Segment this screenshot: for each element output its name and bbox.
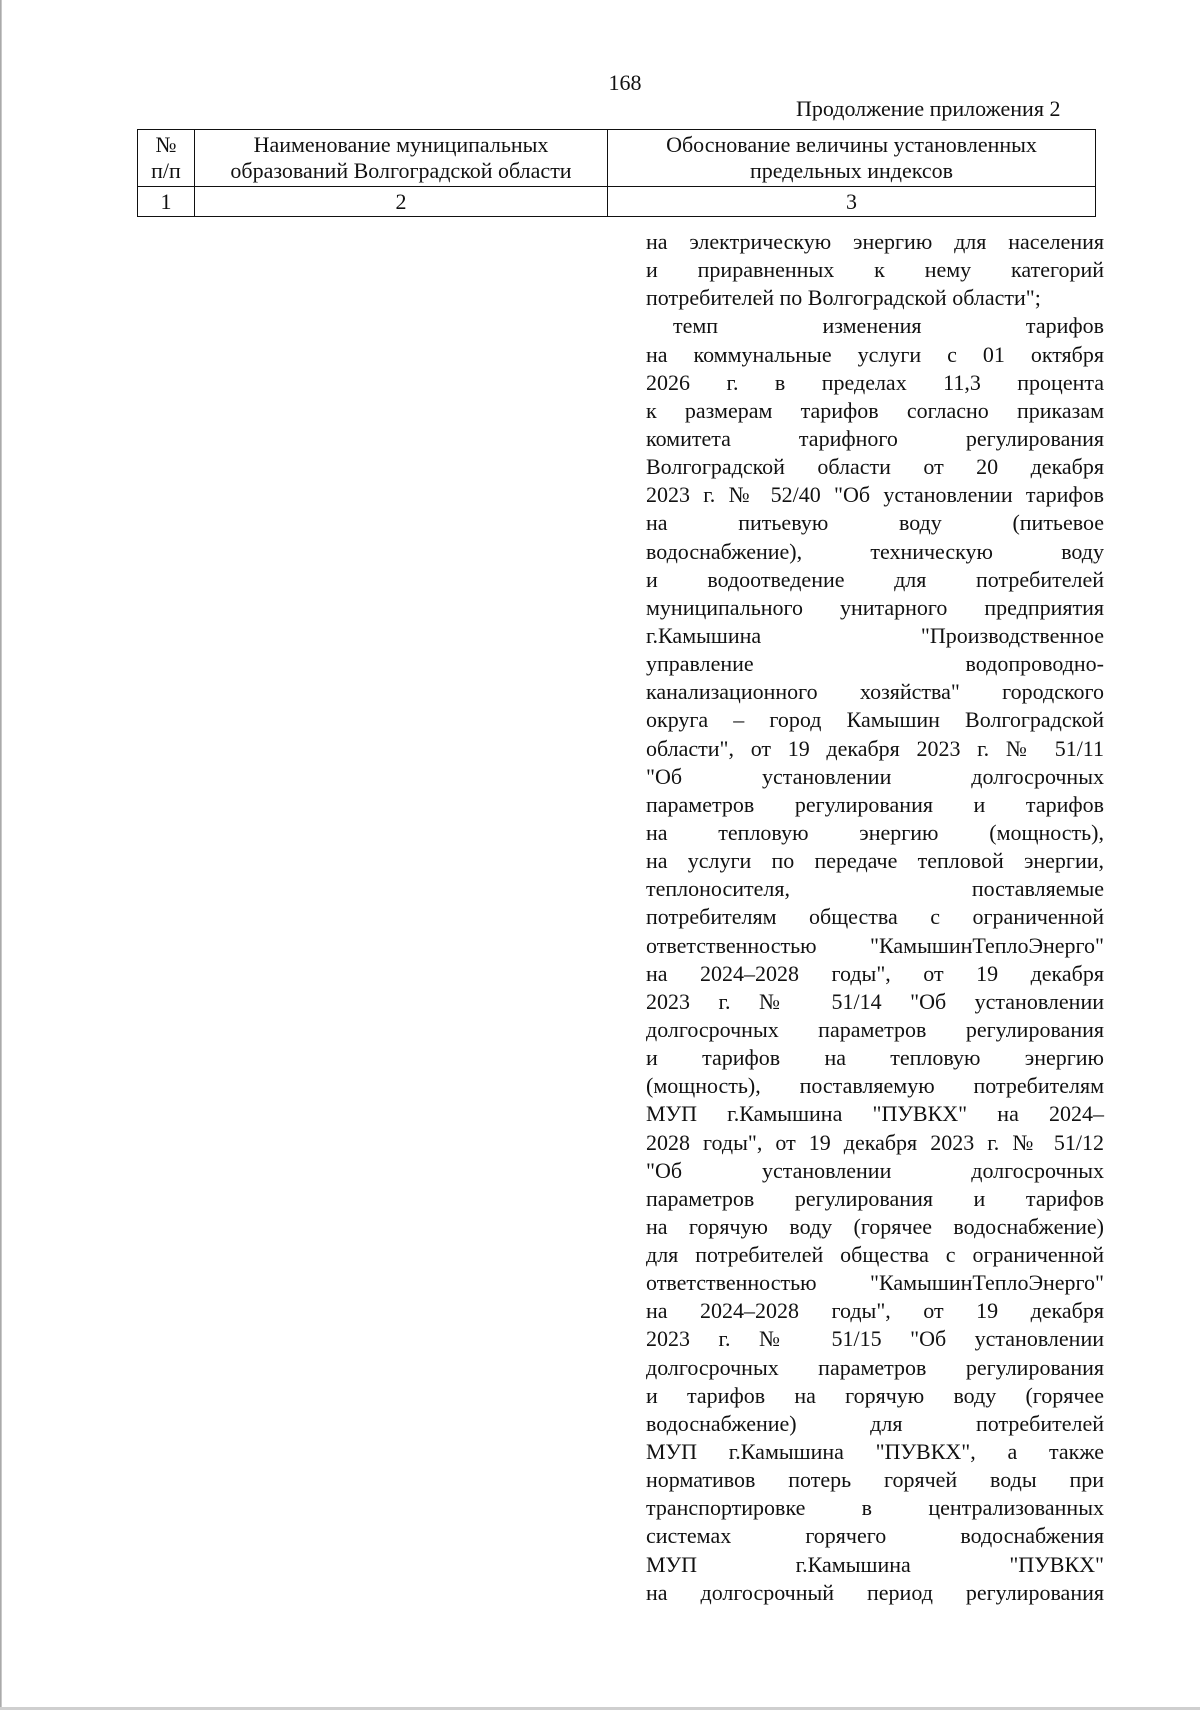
header-col-municipality-line: образований Волгоградской области — [230, 158, 572, 183]
header-col-municipality-line: Наименование муниципальных — [253, 132, 549, 157]
text-line: области", от 19 декабря 2023 г. № 51/11 — [646, 735, 1104, 761]
column-number-row — [138, 187, 1096, 217]
header-col-justification-line: предельных индексов — [749, 158, 954, 183]
text-line: на горячую воду (горячее водоснабжение) — [646, 1213, 1104, 1239]
text-line: 2023 г. № 51/14 "Об установлении — [646, 988, 1104, 1014]
text-line: 2028 годы", от 19 декабря 2023 г. № 51/12 — [646, 1129, 1104, 1155]
text-line: долгосрочных параметров регулирования — [646, 1016, 1104, 1042]
text-line: Волгоградской области от 20 декабря — [646, 454, 1104, 480]
text-line: МУП г.Камышина "ПУВКХ" на 2024– — [646, 1101, 1104, 1127]
text-line: 2026 г. в пределах 11,3 процента — [646, 369, 1104, 395]
text-line: водоснабжение) для потребителей — [646, 1410, 1104, 1436]
text-line: "Об установлении долгосрочных — [646, 1157, 1104, 1183]
header-row — [138, 130, 1096, 187]
text-line: параметров регулирования и тарифов — [646, 1185, 1104, 1211]
column-number-2: 2 — [195, 187, 608, 217]
header-col-justification-line: Обоснование величины установленных — [666, 132, 1037, 157]
header-col-number-line: п/п — [151, 158, 181, 183]
text-line: округа – город Камышин Волгоградской — [646, 707, 1104, 733]
page-number: 168 — [608, 70, 642, 95]
text-line: параметров регулирования и тарифов — [646, 791, 1104, 817]
text-line: транспортировке в централизованных — [646, 1495, 1104, 1521]
justification-text — [646, 228, 1104, 1607]
text-line: г.Камышина "Производственное — [646, 622, 1104, 648]
text-line: ответственностью "КамышинТеплоЭнерго" — [646, 932, 1104, 958]
text-line: долгосрочных параметров регулирования — [646, 1354, 1104, 1380]
text-line: для потребителей общества с ограниченной — [646, 1242, 1104, 1268]
text-line: на коммунальные услуги с 01 октября — [646, 341, 1104, 367]
text-line: на услуги по передаче тепловой энергии, — [646, 848, 1104, 874]
text-line: к размерам тарифов согласно приказам — [646, 397, 1104, 423]
text-line: на 2024–2028 годы", от 19 декабря — [646, 1298, 1104, 1324]
text-line: на тепловую энергию (мощность), — [646, 819, 1104, 845]
text-line: 2023 г. № 52/40 "Об установлении тарифов — [646, 482, 1104, 508]
text-line: системах горячего водоснабжения — [646, 1523, 1104, 1549]
text-line: потребителям общества с ограниченной — [646, 904, 1104, 930]
text-line: МУП г.Камышина "ПУВКХ", а также — [646, 1439, 1104, 1465]
text-line: на долгосрочный период регулирования — [646, 1579, 1104, 1605]
text-line: канализационного хозяйства" городского — [646, 679, 1104, 705]
header-col-municipality — [195, 130, 608, 187]
table-header — [137, 129, 1096, 217]
text-line: "Об установлении долгосрочных — [646, 763, 1104, 789]
appendix-note: Продолжение приложения 2 — [796, 96, 1061, 121]
text-line: темп изменения тарифов — [673, 313, 1104, 339]
text-line: нормативов потерь горячей воды при — [646, 1467, 1104, 1493]
text-line: водоснабжение), техническую воду — [646, 538, 1104, 564]
text-line: потребителей по Волгоградской области"; — [646, 285, 1041, 311]
text-line: на электрическую энергию для населения — [646, 229, 1104, 254]
text-line: и тарифов на тепловую энергию — [646, 1045, 1104, 1071]
column-number-3: 3 — [608, 187, 1096, 217]
text-line: и водоотведение для потребителей — [646, 566, 1104, 592]
scan-left-edge — [0, 0, 2, 1710]
text-line: и приравненных к нему категорий — [646, 257, 1104, 283]
header-col-number-line: № — [155, 132, 177, 157]
text-line: на 2024–2028 годы", от 19 декабря — [646, 960, 1104, 986]
header-col-number — [138, 130, 195, 187]
text-line: комитета тарифного регулирования — [646, 425, 1104, 451]
text-line: ответственностью "КамышинТеплоЭнерго" — [646, 1270, 1104, 1296]
text-line: на питьевую воду (питьевое — [646, 510, 1104, 536]
text-line: муниципального унитарного предприятия — [646, 594, 1104, 620]
text-line: МУП г.Камышина "ПУВКХ" — [646, 1551, 1104, 1577]
column-number-1: 1 — [138, 187, 195, 217]
text-line: теплоносителя, поставляемые — [646, 876, 1104, 902]
header-col-justification — [608, 130, 1096, 187]
text-line: и тарифов на горячую воду (горячее — [646, 1382, 1104, 1408]
text-line: (мощность), поставляемую потребителям — [646, 1073, 1104, 1099]
text-line: 2023 г. № 51/15 "Об установлении — [646, 1326, 1104, 1352]
text-line: управление водопроводно- — [646, 651, 1104, 677]
